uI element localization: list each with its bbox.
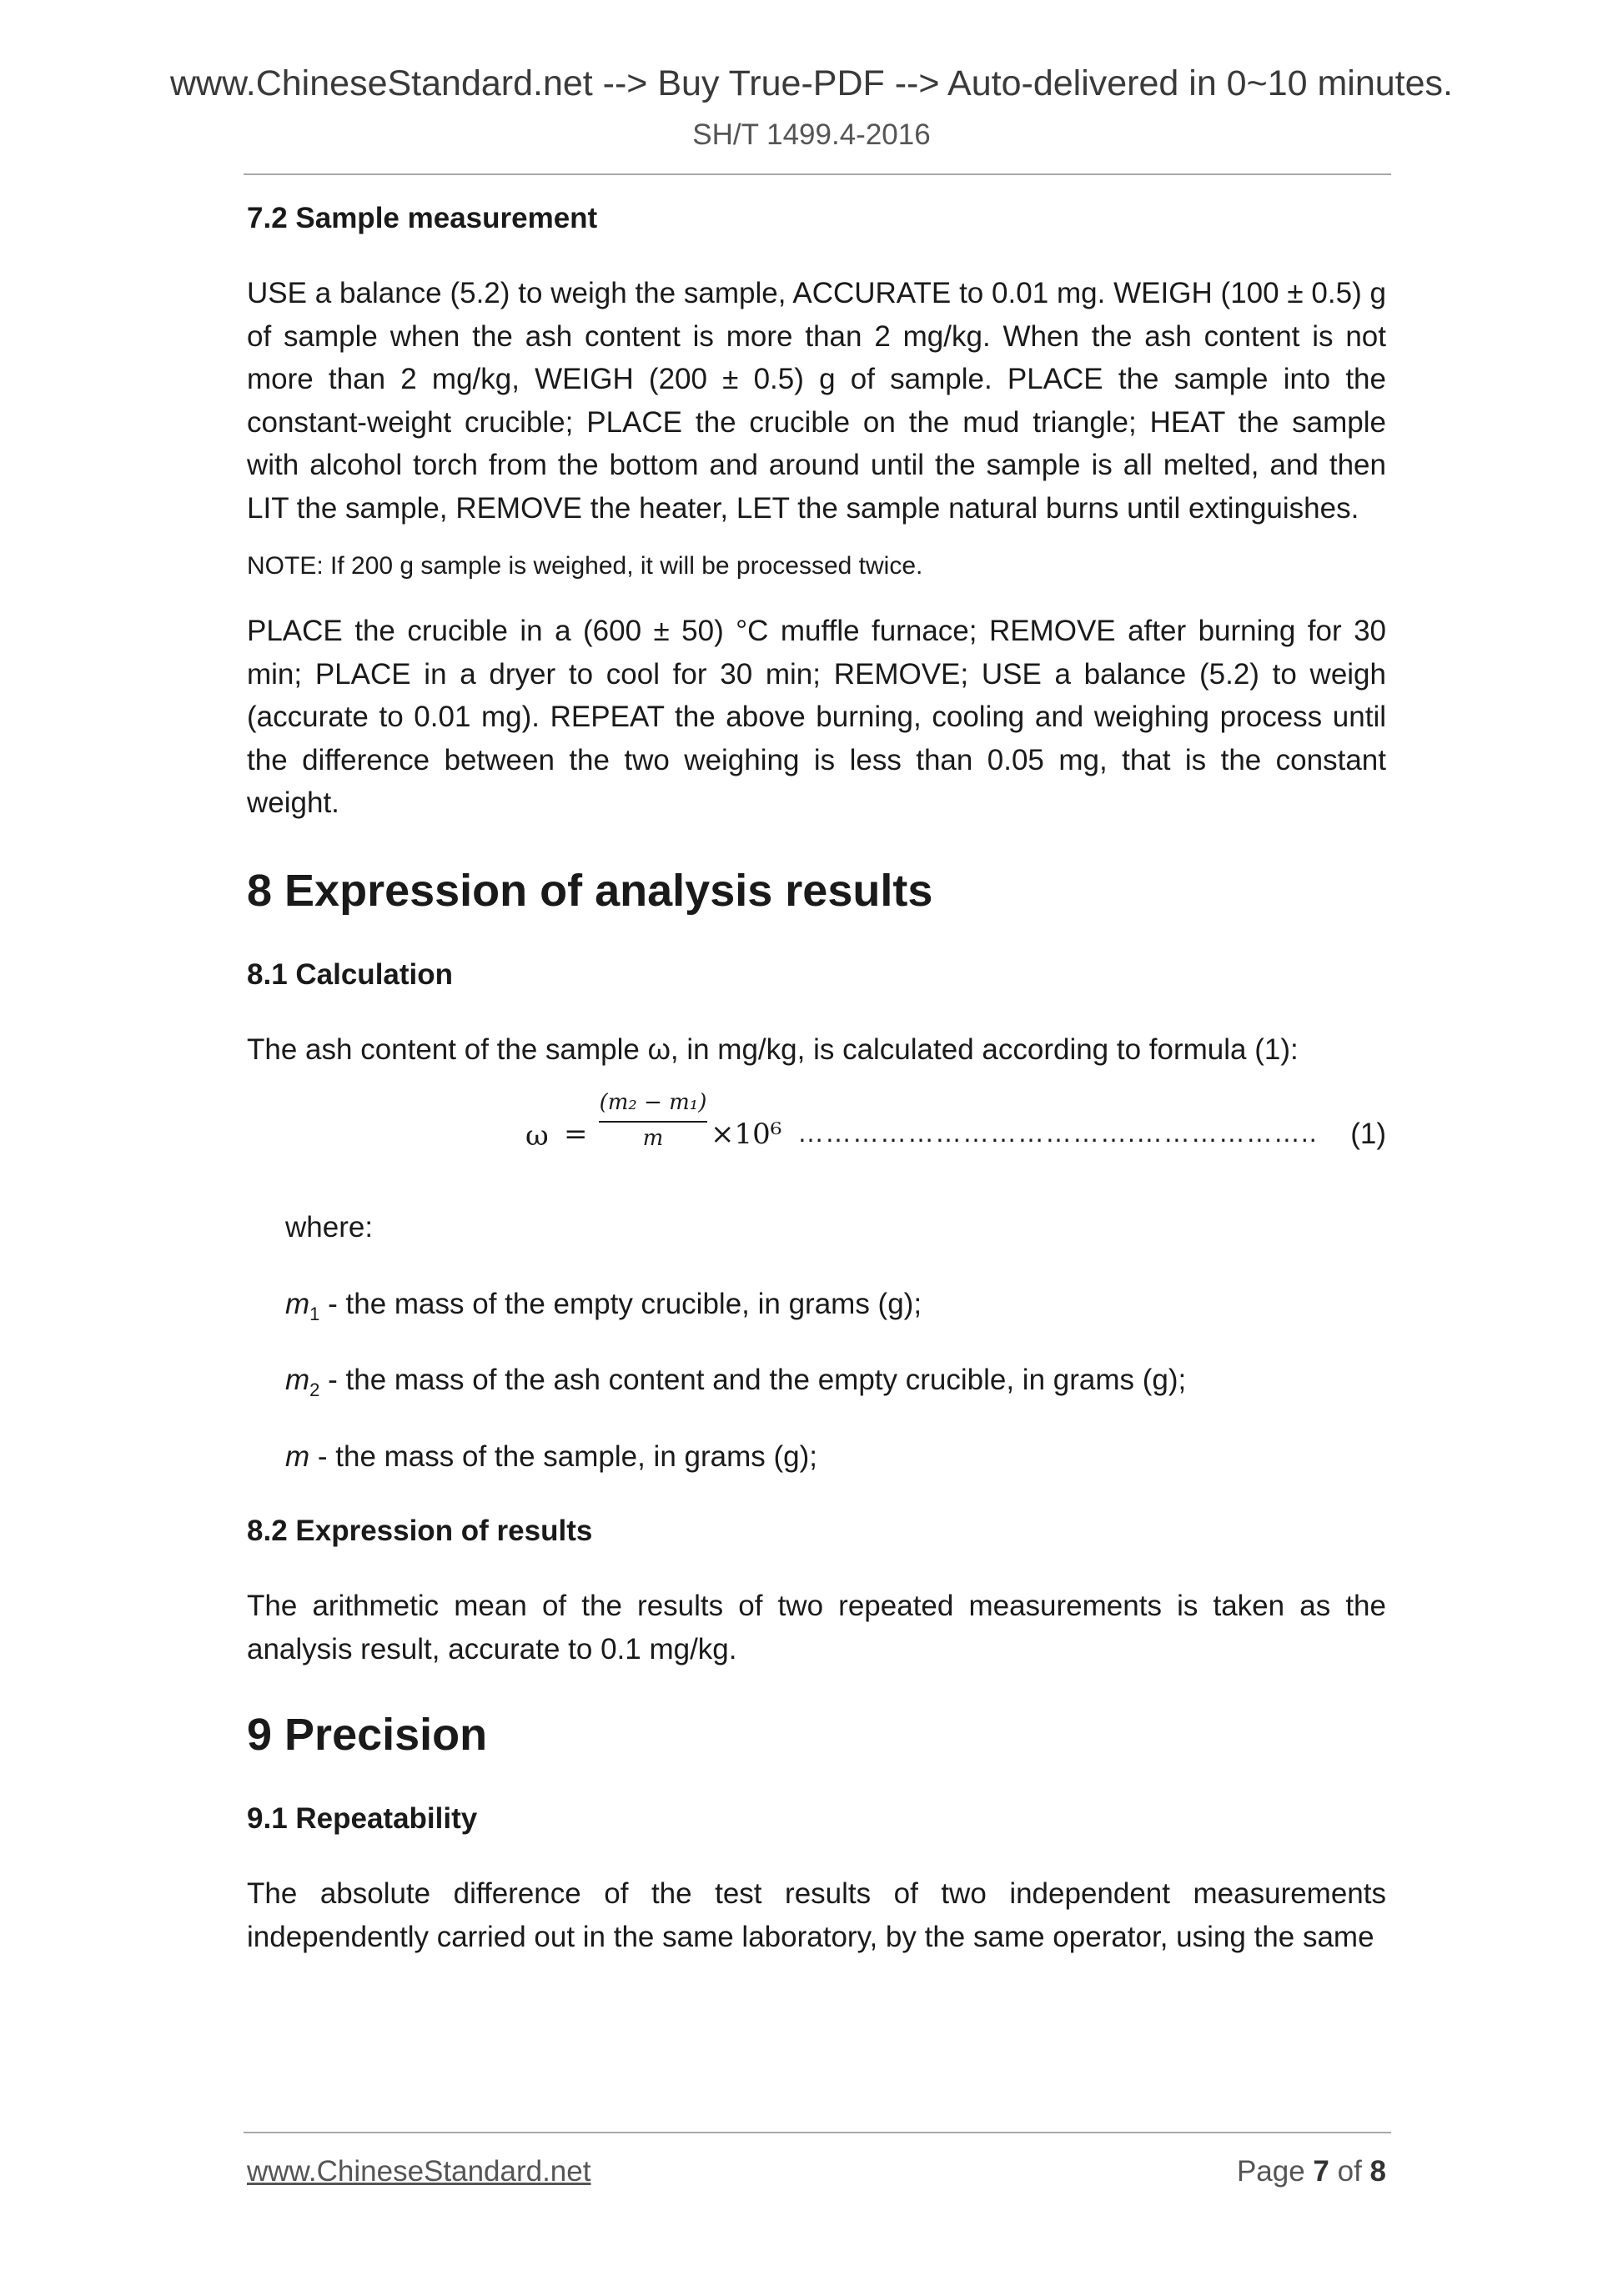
formula-number: (1) <box>1350 1118 1386 1150</box>
section-8-2-text: The arithmetic mean of the results of two repeated measurements is taken as the analysis result, accurate to 0.1 mg/kg. <box>247 1590 1386 1665</box>
definition-var: m <box>285 1287 310 1320</box>
definition-sub: 1 <box>309 1303 320 1324</box>
header-divider <box>244 173 1391 175</box>
formula-equals: = <box>564 1118 588 1151</box>
page-prefix: Page <box>1236 2155 1314 2188</box>
section-9-1-heading: 9.1 Repeatability <box>247 1802 478 1835</box>
standard-id: SH/T 1499.4-2016 <box>692 118 931 151</box>
where-label: where: <box>285 1211 374 1243</box>
definition-sub: 2 <box>309 1379 320 1400</box>
page-mid: of <box>1329 2155 1370 2188</box>
document-body <box>247 197 1386 1958</box>
section-8-1-heading: 8.1 Calculation <box>247 957 454 991</box>
section-7-2-paragraph: USE a balance (5.2) to weigh the sample, ACCURATE to 0.01 mg. WEIGH (100 ± 0.5) g of sample when the ash content is more than 2 mg/kg. When the ash content is not more than 2 mg/kg, WEIGH (200 ± 0.5) g of sample. PLACE the sample into the constant-weight crucible; PLACE the crucible on the mud triangle; HEAT the sample with alcohol torch from the bottom and around until the sample is all melted, and then LIT the sample, REMOVE the heater, LET the sample natural burns until extinguishes. <box>247 277 1386 525</box>
section-9-1-text: The absolute difference of the test results of two independent measurements independently carried out in the same laboratory, by the same operator, using the same <box>247 1877 1386 1953</box>
header-banner: www.ChineseStandard.net --> Buy True-PDF --> Auto-delivered in 0~10 minutes. <box>169 63 1453 103</box>
note: NOTE: If 200 g sample is weighed, it will be processed twice. <box>247 552 923 580</box>
definition-text: - the mass of the sample, in grams (g); <box>309 1439 817 1473</box>
definition-var: m <box>285 1364 310 1396</box>
footer-website-link[interactable]: www.ChineseStandard.net <box>247 2155 591 2188</box>
formula-fraction <box>599 1088 707 1154</box>
formula-leader-dots: ……………………………….……………….. <box>797 1118 1318 1148</box>
formula-lhs: ω <box>525 1119 549 1153</box>
section-9-heading: 9 Precision <box>247 1710 488 1760</box>
formula-denominator: m <box>642 1126 664 1151</box>
formula-1 <box>247 1088 1386 1188</box>
definition-m1 <box>247 1283 1386 1326</box>
formula-multiplier: ×10⁶ <box>711 1118 782 1151</box>
page-current: 7 <box>1313 2155 1329 2188</box>
definition-text: - the mass of the empty crucible, in grams (g); <box>319 1287 922 1320</box>
definition-var: m <box>285 1439 310 1473</box>
definition-m <box>247 1435 1386 1479</box>
page-total: 8 <box>1369 2155 1386 2188</box>
footer-divider <box>244 2132 1391 2133</box>
section-7-2-heading: 7.2 Sample measurement <box>247 202 598 234</box>
definition-text: - the mass of the ash content and the empty crucible, in grams (g); <box>319 1364 1187 1396</box>
formula-intro: The ash content of the sample ω, in mg/kg, is calculated according to formula (1): <box>247 1032 1299 1066</box>
page-indicator <box>1237 2155 1386 2188</box>
section-8-heading: 8 Expression of analysis results <box>247 865 933 916</box>
section-7-2-paragraph-2: PLACE the crucible in a (600 ± 50) °C muffle furnace; REMOVE after burning for 30 min; PLACE in a dryer to cool for 30 min; REMOVE; USE a balance (5.2) to weigh (accurate to 0.01 mg). REPEAT the above burning, cooling and weighing process until the difference between the two weighing is less than 0.05 mg, that is the constant weight. <box>247 615 1386 819</box>
definition-m2 <box>247 1359 1386 1402</box>
formula-numerator: (m₂ − m₁) <box>599 1088 707 1123</box>
section-8-2-heading: 8.2 Expression of results <box>247 1515 593 1547</box>
